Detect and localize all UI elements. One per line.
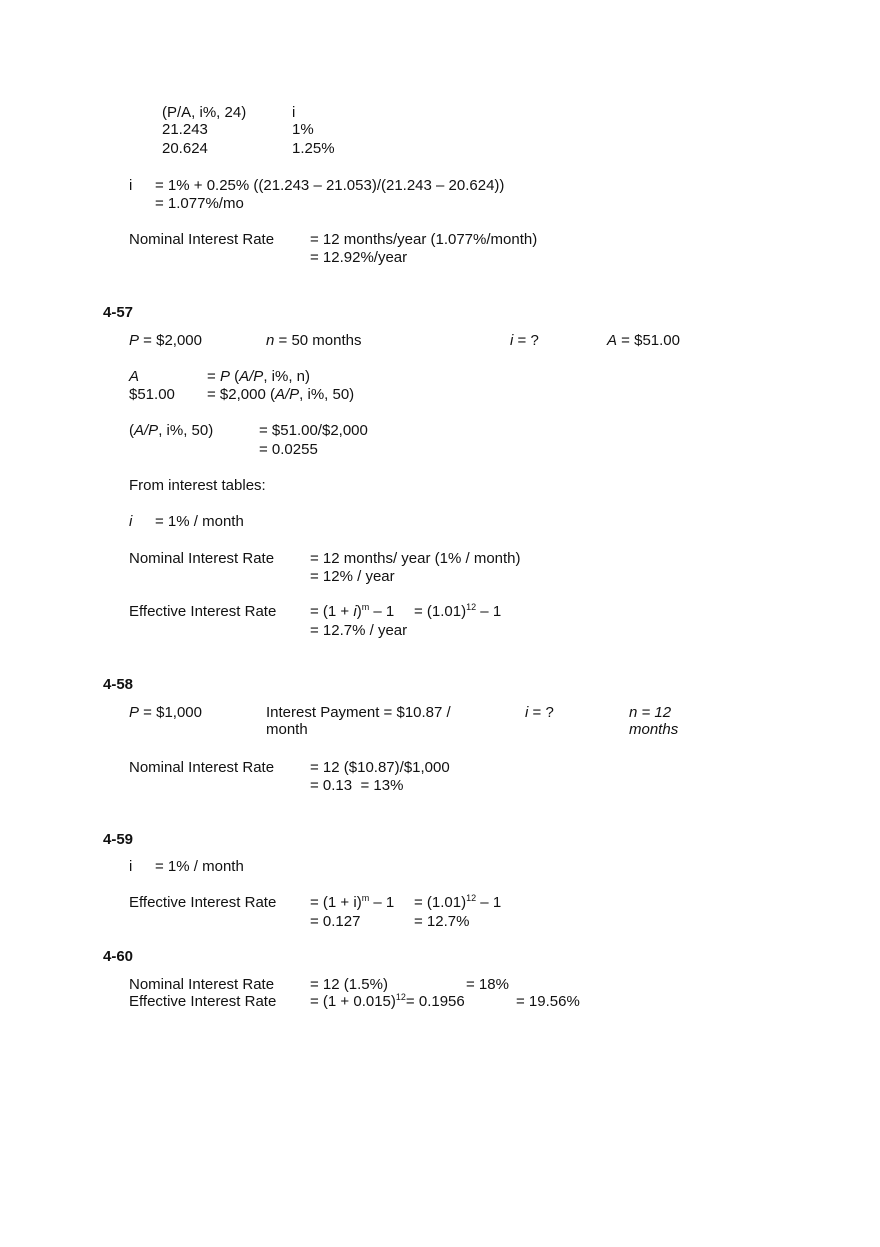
- nominal-equation: = 12 ($10.87)/$1,000: [310, 759, 450, 776]
- part: =: [207, 368, 220, 385]
- from-tables-text: From interest tables:: [129, 477, 266, 494]
- part: – 1: [369, 603, 395, 620]
- val: = $1,000: [139, 704, 202, 721]
- given-a: [607, 332, 680, 350]
- exponent: 12: [466, 893, 477, 903]
- effective-result: = 19.56%: [516, 993, 580, 1010]
- eq3-right: = $51.00/$2,000: [259, 422, 368, 439]
- var: P: [129, 704, 140, 721]
- part: (: [229, 368, 240, 385]
- nominal-label: Nominal Interest Rate: [129, 759, 275, 776]
- part: = (1 +: [310, 603, 354, 620]
- given-n-cont: months: [629, 721, 679, 738]
- part: , i%, n): [263, 368, 310, 385]
- table-cell: 1.25%: [292, 140, 335, 157]
- eq2-right: [207, 386, 354, 404]
- val: = ?: [513, 332, 539, 349]
- i-equation: = 1% + 0.25% ((21.243 – 21.053)/(21.243 – 20.624)): [155, 177, 505, 194]
- eq3-left: [129, 422, 213, 440]
- exponent: m: [361, 893, 370, 903]
- var: i: [510, 332, 514, 349]
- part: = 0.1956: [405, 993, 465, 1010]
- var: P: [129, 332, 140, 349]
- table-cell: 20.624: [162, 140, 208, 157]
- var: n: [266, 332, 275, 349]
- i-result: = 1.077%/mo: [155, 195, 244, 212]
- nominal-result: = 12% / year: [310, 568, 395, 585]
- part: A/P: [274, 386, 300, 403]
- effective-label: Effective Interest Rate: [129, 894, 277, 911]
- given-i: [525, 704, 554, 722]
- nominal-result: = 0.13 = 13%: [310, 777, 404, 794]
- table-cell: 21.243: [162, 121, 208, 138]
- val: = $2,000: [139, 332, 202, 349]
- effective-substitution: [414, 894, 501, 912]
- var: i: [525, 704, 529, 721]
- given-i: [510, 332, 539, 350]
- effective-formula: [310, 603, 394, 621]
- part: – 1: [369, 894, 395, 911]
- effective-formula: [310, 894, 394, 912]
- nominal-label: Nominal Interest Rate: [129, 231, 275, 248]
- effective-result: = 12.7% / year: [310, 622, 408, 639]
- interest-payment-cont: month: [266, 721, 308, 738]
- part: = (1.01): [414, 603, 467, 620]
- i-equation: = 1% / month: [155, 513, 244, 530]
- part: = (1 + i): [310, 894, 362, 911]
- nominal-equation: = 12 months/year (1.077%/month): [310, 231, 538, 248]
- part: – 1: [476, 894, 502, 911]
- problem-heading-4-60: 4-60: [103, 948, 134, 965]
- val: = $51.00: [617, 332, 680, 349]
- part: , i%, 50): [299, 386, 355, 403]
- val: = ?: [528, 704, 554, 721]
- part: (: [129, 422, 134, 439]
- exponent: 12: [466, 602, 477, 612]
- nominal-result: = 18%: [466, 976, 509, 993]
- problem-heading-4-58: 4-58: [103, 676, 134, 693]
- part: , i%, 50): [158, 422, 214, 439]
- given-n: [266, 332, 361, 350]
- table-header-i: i: [292, 104, 296, 121]
- nominal-label: Nominal Interest Rate: [129, 976, 275, 993]
- part: = (1.01): [414, 894, 467, 911]
- i-label: i: [129, 513, 133, 530]
- nominal-result: = 12.92%/year: [310, 249, 408, 266]
- i-label: i: [129, 177, 133, 194]
- var: A: [607, 332, 618, 349]
- effective-decimal: = 0.127: [310, 913, 361, 930]
- val: = 50 months: [274, 332, 362, 349]
- i-equation: = 1% / month: [155, 858, 244, 875]
- nominal-label: Nominal Interest Rate: [129, 550, 275, 567]
- given-n: n = 12: [629, 704, 672, 721]
- effective-percent: = 12.7%: [414, 913, 470, 930]
- part: A/P: [134, 422, 159, 439]
- eq1-right: [207, 368, 310, 386]
- eq3-result: = 0.0255: [259, 441, 318, 458]
- exponent: m: [361, 602, 370, 612]
- eq2-left: $51.00: [129, 386, 175, 403]
- part: ): [356, 603, 362, 620]
- exponent: 12: [395, 992, 406, 1002]
- effective-label: Effective Interest Rate: [129, 603, 277, 620]
- given-p: [129, 704, 202, 722]
- part: A/P: [239, 368, 264, 385]
- part: P: [219, 368, 230, 385]
- problem-heading-4-57: 4-57: [103, 304, 134, 321]
- nominal-equation: = 12 months/ year (1% / month): [310, 550, 521, 567]
- eq1-left: A: [129, 368, 140, 385]
- effective-label: Effective Interest Rate: [129, 993, 277, 1010]
- i-label: i: [129, 858, 133, 875]
- given-p: [129, 332, 202, 350]
- effective-equation: [310, 993, 465, 1011]
- effective-substitution: [414, 603, 501, 621]
- part: i: [353, 603, 357, 620]
- part: = (1 + 0.015): [310, 993, 396, 1010]
- interest-payment: Interest Payment = $10.87 /: [266, 704, 451, 721]
- table-cell: 1%: [292, 121, 314, 138]
- part: = $2,000 (: [207, 386, 275, 403]
- table-header-pa: (P/A, i%, 24): [162, 104, 247, 121]
- problem-heading-4-59: 4-59: [103, 831, 134, 848]
- part: – 1: [476, 603, 502, 620]
- nominal-equation: = 12 (1.5%): [310, 976, 388, 993]
